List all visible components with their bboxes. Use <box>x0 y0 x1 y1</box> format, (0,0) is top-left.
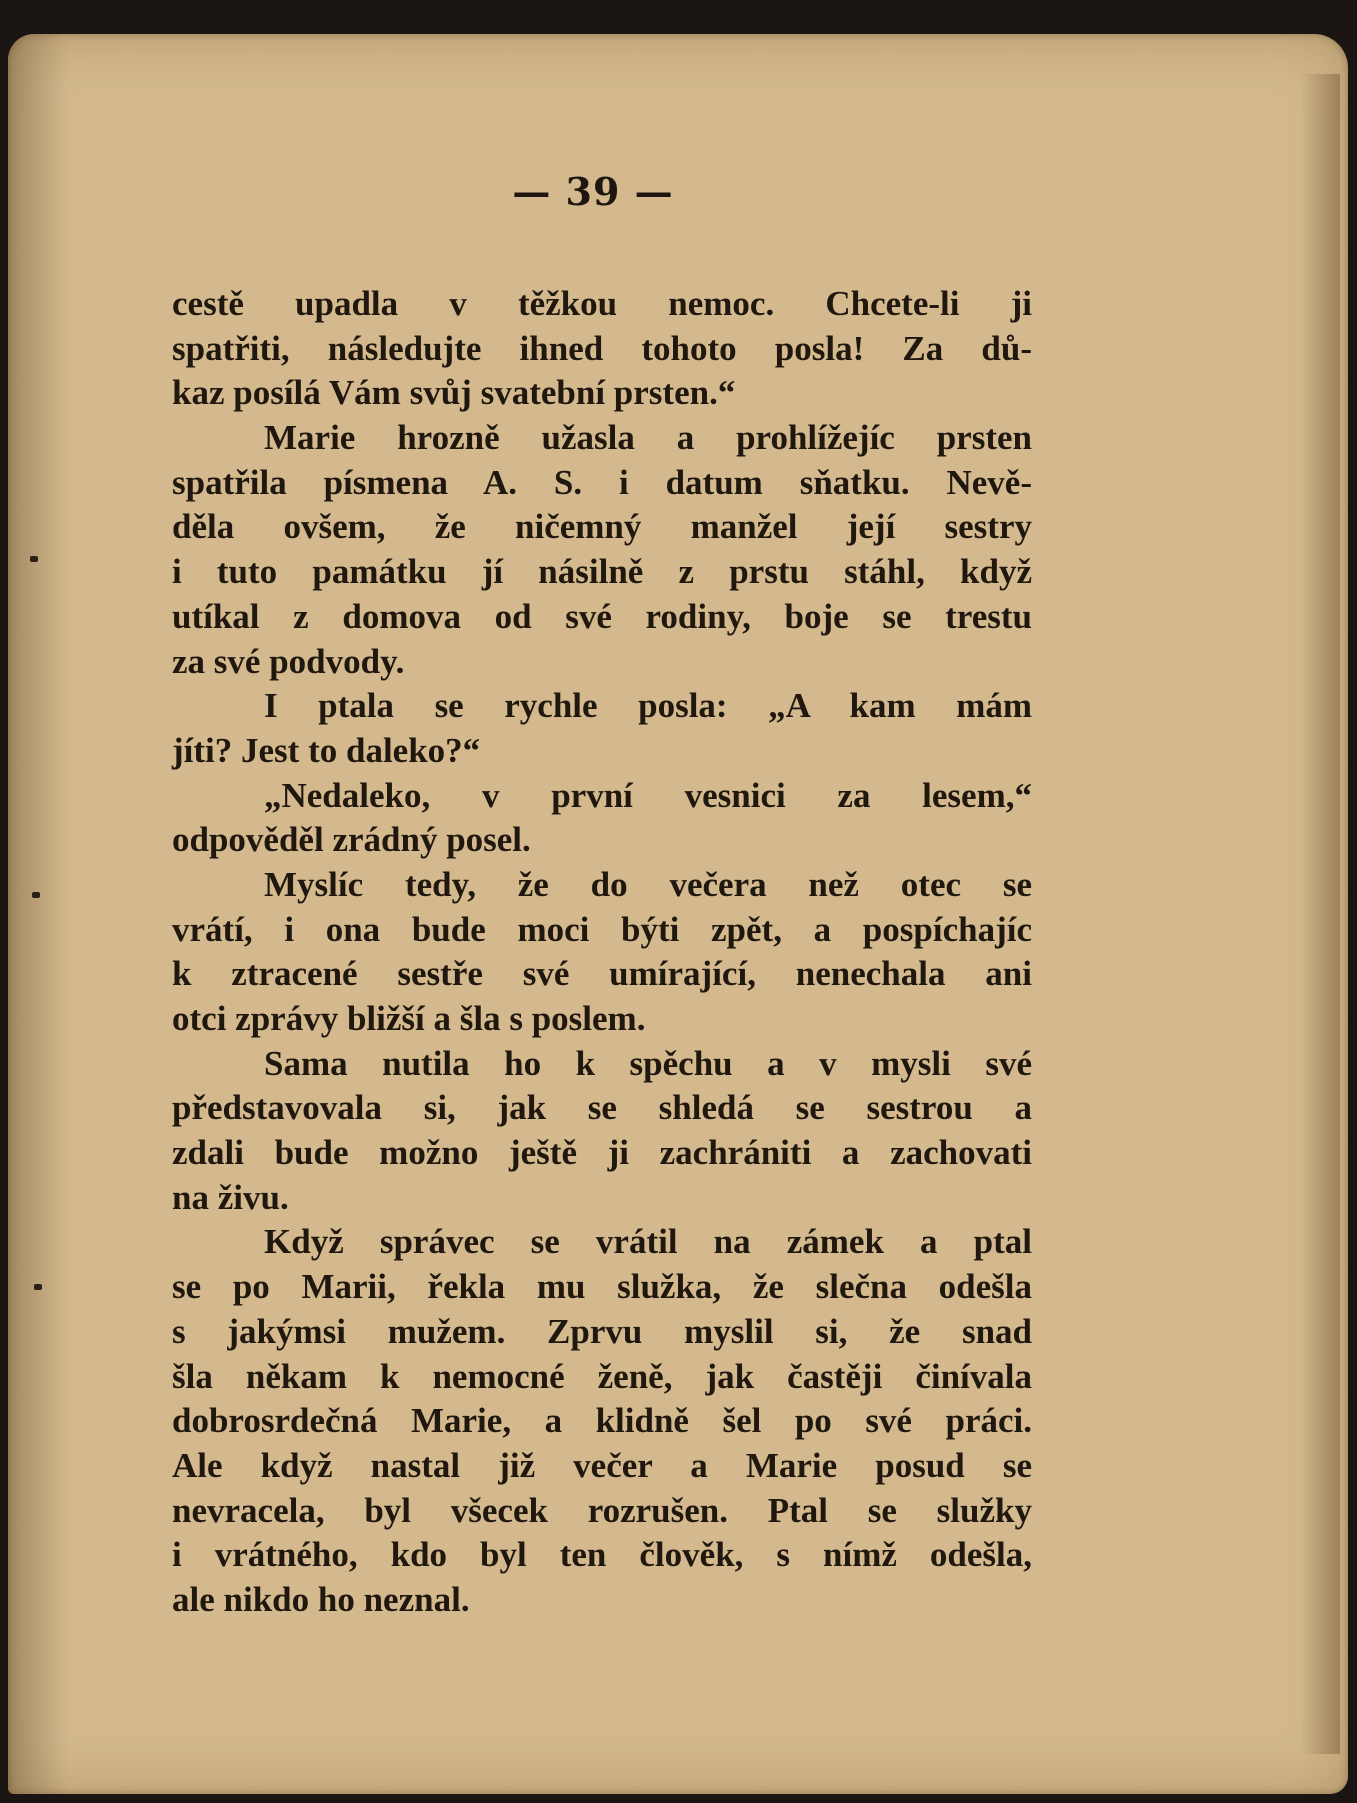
text-line: představovala si, jak se shledá se sestrou a <box>172 1088 1032 1128</box>
text-line: s jakýmsi mužem. Zprvu myslil si, že snad <box>172 1311 1032 1351</box>
text-line: i vrátného, kdo byl ten člověk, s nímž odešla, <box>172 1535 1032 1575</box>
text-line: utíkal z domova od své rodiny, boje se trestu <box>172 596 1032 636</box>
margin-mark <box>34 1284 42 1290</box>
text-line: spatřiti, následujte ihned tohoto posla! Za dů- <box>172 328 1032 368</box>
text-line: Sama nutila ho k spěchu a v mysli své <box>264 1043 1032 1083</box>
book-gutter <box>8 34 68 1794</box>
text-line: za své podvody. <box>172 641 405 681</box>
text-line: jíti? Jest to daleko?“ <box>172 730 481 770</box>
text-line: vrátí, i ona bude moci býti zpět, a pospíchajíc <box>172 909 1032 949</box>
page-number: — 39 — <box>512 169 674 214</box>
text-line: „Nedaleko, v první vesnici za lesem,“ <box>264 775 1032 815</box>
paragraph-1 <box>172 282 1032 416</box>
text-line: dobrosrdečná Marie, a klidně šel po své práci. <box>172 1401 1032 1441</box>
text-line: šla někam k nemocné ženě, jak častěji činívala <box>172 1356 1032 1396</box>
text-line: na živu. <box>172 1177 289 1217</box>
margin-mark <box>32 892 40 898</box>
body-text <box>172 282 1032 1623</box>
text-line: ale nikdo ho neznal. <box>172 1579 470 1619</box>
page-edge-stain <box>1300 74 1340 1754</box>
text-line: zdali bude možno ještě ji zachrániti a zachovati <box>172 1133 1032 1173</box>
paragraph-6 <box>172 1042 1032 1221</box>
text-line: odpověděl zrádný posel. <box>172 820 531 860</box>
text-line: spatřila písmena A. S. i datum sňatku. Nevě- <box>172 462 1032 502</box>
text-line: Marie hrozně užasla a prohlížejíc prsten <box>264 418 1032 458</box>
text-line: kaz posílá Vám svůj svatební prsten.“ <box>172 373 736 413</box>
text-line: Ale když nastal již večer a Marie posud se <box>172 1445 1032 1485</box>
paragraph-5 <box>172 863 1032 1042</box>
paragraph-7 <box>172 1220 1032 1622</box>
text-line: cestě upadla v těžkou nemoc. Chcete-li ji <box>172 284 1032 323</box>
margin-mark <box>30 556 38 562</box>
text-line: I ptala se rychle posla: „A kam mám <box>264 686 1032 726</box>
text-line: nevracela, byl všecek rozrušen. Ptal se služky <box>172 1490 1032 1530</box>
text-line: se po Marii, řekla mu služka, že slečna odešla <box>172 1267 1032 1307</box>
paragraph-3 <box>172 684 1032 773</box>
paragraph-4 <box>172 774 1032 863</box>
text-line: i tuto památku jí násilně z prstu stáhl, když <box>172 552 1032 592</box>
text-line: děla ovšem, že ničemný manžel její sestry <box>172 507 1032 547</box>
text-line: Když správec se vrátil na zámek a ptal <box>264 1222 1032 1262</box>
paragraph-2 <box>172 416 1032 684</box>
text-line: k ztracené sestře své umírající, nenechala ani <box>172 954 1032 994</box>
text-line: Myslíc tedy, že do večera než otec se <box>264 864 1032 904</box>
text-line: otci zprávy bližší a šla s poslem. <box>172 999 646 1038</box>
